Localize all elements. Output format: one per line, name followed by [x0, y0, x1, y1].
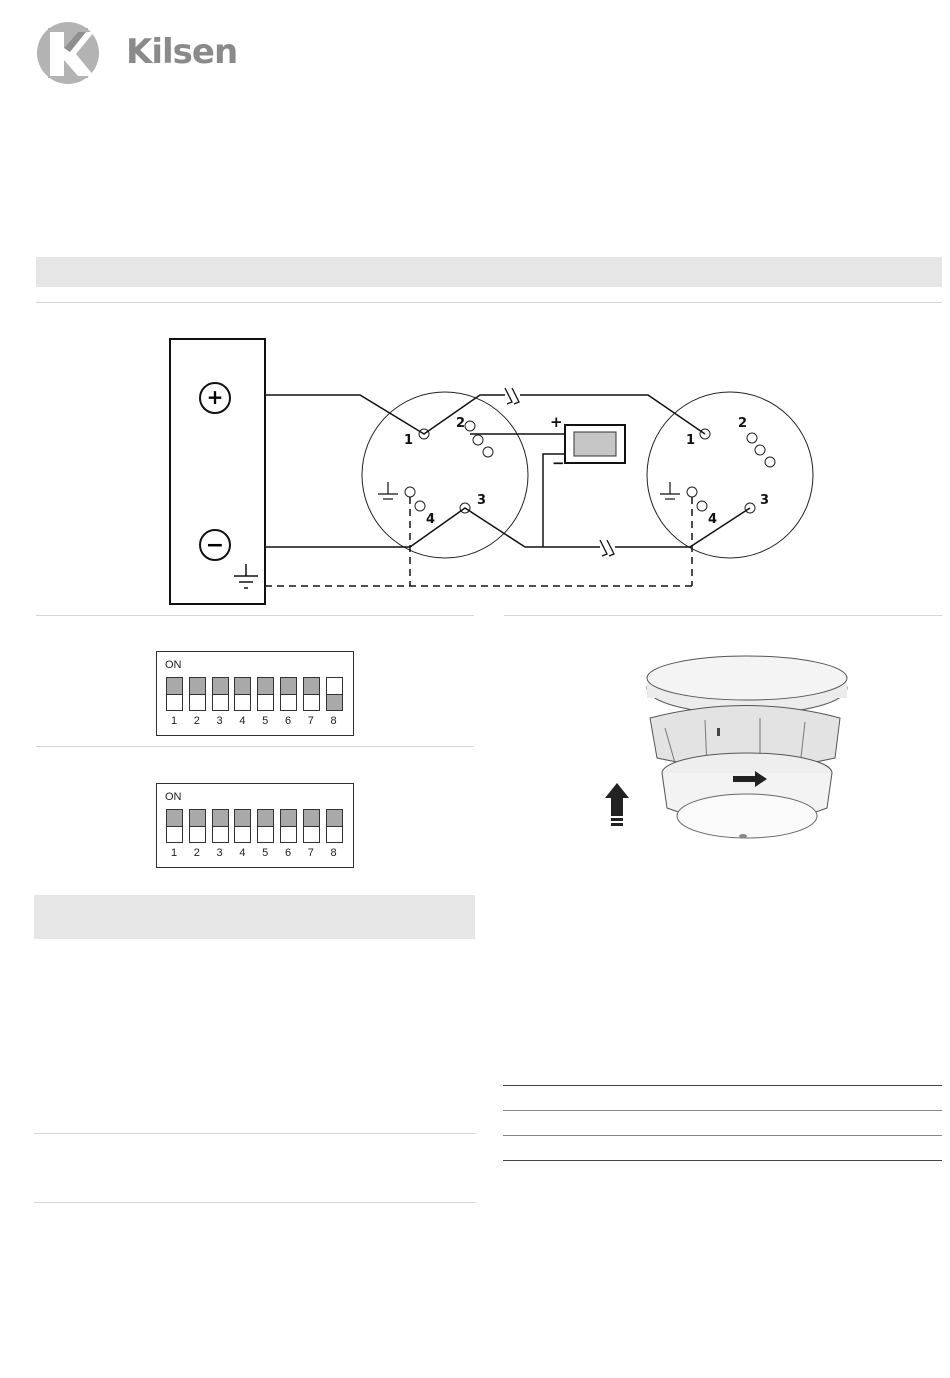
base1-terminal-3: 3	[477, 493, 487, 508]
dip2-switch-7	[303, 809, 320, 843]
dip1-switch-3	[212, 677, 229, 711]
table-rule-row-1	[503, 1110, 942, 1111]
dip2-switch-2	[189, 809, 206, 843]
dip2-position-label: 2	[193, 847, 200, 859]
dip-switch-1	[156, 651, 354, 736]
table-rule-row-2	[503, 1135, 942, 1136]
dip1-switch-7	[303, 677, 320, 711]
dip1-position-label: 4	[239, 715, 246, 727]
lower-left-divider-2	[34, 1202, 475, 1203]
table-rule-top	[503, 1085, 942, 1086]
base2-terminal-2: 2	[738, 416, 748, 431]
section-header-band	[36, 257, 942, 287]
dip1-position-label: 7	[307, 715, 314, 727]
dip2-position-label: 6	[284, 847, 292, 859]
dip2-position-label: 3	[216, 847, 223, 859]
detector-installation-illustration	[595, 648, 855, 858]
dip1-switch-4	[234, 677, 251, 711]
dip2-position-label: 5	[262, 847, 269, 859]
dip1-position-label: 3	[216, 715, 223, 727]
panel-positive-label: +	[206, 385, 224, 409]
dip2-switch-8	[326, 809, 343, 843]
dip2-switch-6	[280, 809, 297, 843]
dip2-position-label: 7	[307, 847, 314, 859]
section-divider	[36, 302, 942, 303]
panel-negative-label: −	[205, 533, 225, 558]
dip-switch-2-on-label: ON	[165, 791, 182, 803]
dip1-switch-1	[166, 677, 183, 711]
indicator-positive-label: +	[550, 413, 563, 431]
table-rule-bottom	[503, 1160, 942, 1161]
kilsen-k-icon	[34, 18, 104, 88]
dip2-position-label: 4	[239, 847, 246, 859]
dip1-position-label: 2	[193, 715, 200, 727]
dip2-position-label: 1	[170, 847, 178, 859]
dip1-position-label: 8	[330, 715, 337, 727]
dip1-position-label: 5	[262, 715, 269, 727]
base1-terminal-1: 1	[404, 433, 414, 448]
dip2-switch-3	[212, 809, 229, 843]
dip2-switch-1	[166, 809, 183, 843]
dip1-position-label: 6	[284, 715, 292, 727]
dip2-switch-5	[257, 809, 274, 843]
indicator-negative-label: −	[552, 454, 565, 472]
dip1-switch-2	[189, 677, 206, 711]
dip2-position-label: 8	[330, 847, 337, 859]
push-up-arrow-icon	[605, 783, 629, 826]
base2-terminal-1: 1	[686, 433, 696, 448]
brand-wordmark: Kilsen	[126, 32, 238, 72]
lower-left-divider-1	[34, 1133, 475, 1134]
base1-terminal-2: 2	[456, 416, 466, 431]
wiring-diagram	[160, 330, 820, 615]
right-column-divider	[504, 615, 942, 616]
base2-terminal-3: 3	[760, 493, 770, 508]
base1-terminal-4: 4	[426, 512, 436, 527]
dip1-switch-8	[326, 677, 343, 711]
dip1-position-label: 1	[170, 715, 178, 727]
dip-divider	[36, 746, 474, 747]
dip1-switch-6	[280, 677, 297, 711]
left-column-divider	[36, 615, 474, 616]
subsection-header-band	[34, 895, 475, 939]
dip-switch-1-on-label: ON	[165, 659, 182, 671]
base2-terminal-4: 4	[708, 512, 718, 527]
dip-switch-2	[156, 783, 354, 868]
dip2-switch-4	[234, 809, 251, 843]
dip1-switch-5	[257, 677, 274, 711]
